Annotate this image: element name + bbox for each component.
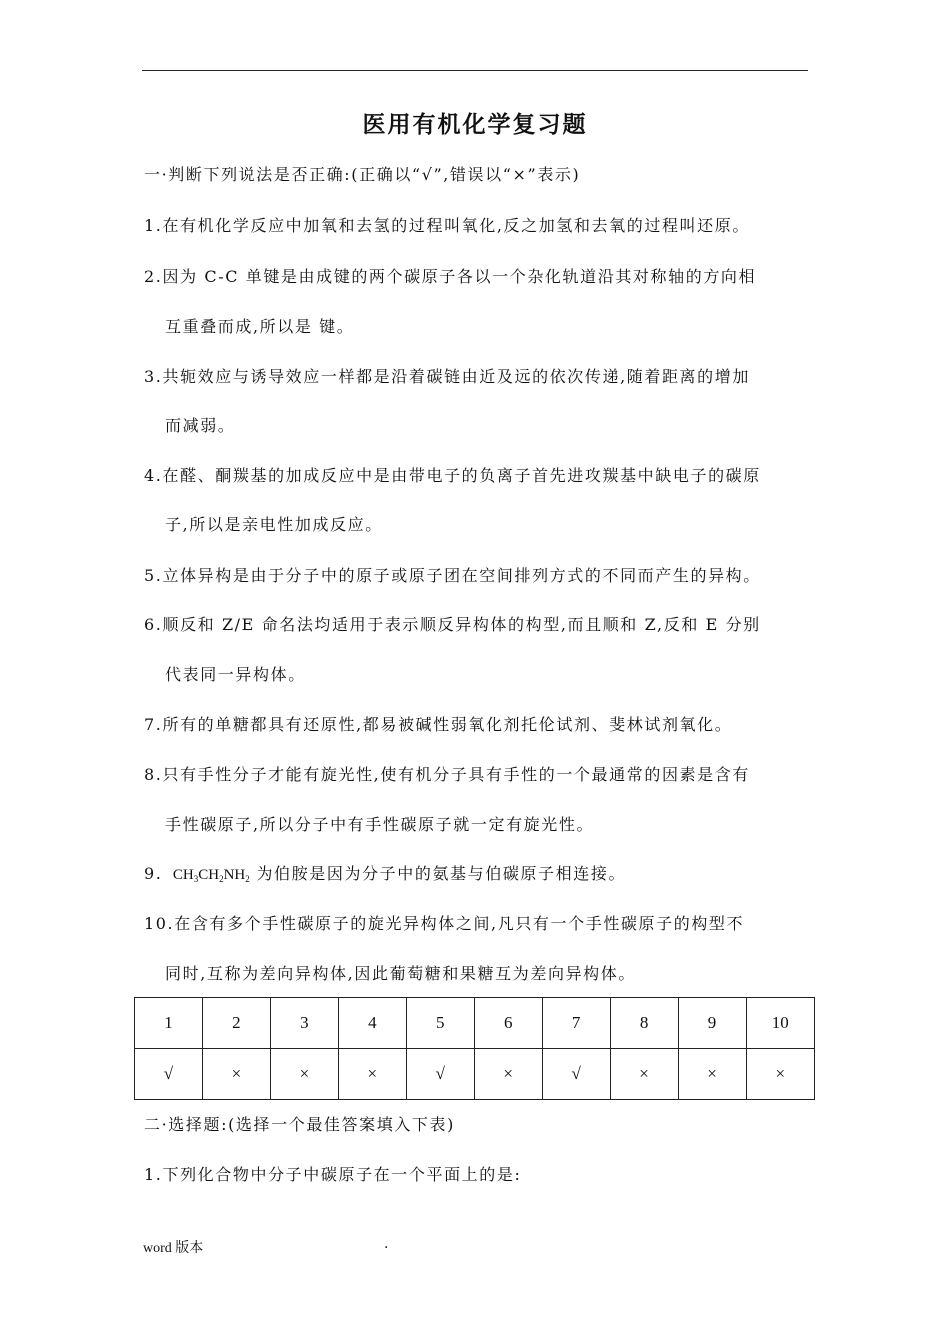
question-9-text: 为伯胺是因为分子中的氨基与伯碳原子相连接。 (256, 864, 627, 883)
answer-number: 4 (338, 998, 406, 1049)
answer-mark: × (474, 1049, 542, 1100)
question-9-number: 9. (144, 864, 163, 883)
formula-sub-3: 3 (193, 874, 199, 884)
question-2-line1: 2.因为 C-C 单键是由成键的两个碳原子各以一个杂化轨道沿其对称轴的方向相 (144, 267, 757, 286)
question-3-line1: 3.共轭效应与诱导效应一样都是沿着碳链由近及远的依次传递,随着距离的增加 (144, 367, 750, 386)
answer-mark: √ (135, 1049, 203, 1100)
answer-table (134, 997, 815, 1100)
question-4-line1: 4.在醛、酮羰基的加成反应中是由带电子的负离子首先进攻羰基中缺电子的碳原 (144, 466, 761, 485)
question-10-line2: 同时,互称为差向异构体,因此葡萄糖和果糖互为差向异构体。 (165, 964, 636, 983)
answer-number: 7 (542, 998, 610, 1049)
section1-heading: 一·判断下列说法是否正确:(正确以“√”,错误以“×”表示) (144, 165, 581, 184)
question-2-line2: 互重叠而成,所以是 键。 (165, 317, 355, 336)
answer-number: 6 (474, 998, 542, 1049)
answer-number: 9 (678, 998, 746, 1049)
question-9 (144, 861, 626, 884)
section2-heading: 二·选择题:(选择一个最佳答案填入下表) (144, 1115, 455, 1134)
answer-table-answer-row (135, 1049, 815, 1100)
question-8-line1: 8.只有手性分子才能有旋光性,使有机分子具有手性的一个最通常的因素是含有 (144, 765, 750, 784)
question-10-line1: 10.在含有多个手性碳原子的旋光异构体之间,凡只有一个手性碳原子的构型不 (144, 914, 745, 933)
formula-ch3: CH (172, 867, 194, 883)
answer-mark: × (202, 1049, 270, 1100)
answer-mark: × (678, 1049, 746, 1100)
question-1: 1.在有机化学反应中加氧和去氢的过程叫氧化,反之加氢和去氧的过程叫还原。 (144, 216, 750, 235)
question-6-line2: 代表同一异构体。 (165, 665, 306, 684)
footer-dot: . (384, 1236, 389, 1252)
formula-ch2: CH (198, 867, 220, 883)
question-4-line2: 子,所以是亲电性加成反应。 (165, 515, 383, 534)
answer-mark: × (610, 1049, 678, 1100)
answer-mark: × (338, 1049, 406, 1100)
formula-sub-2b: 2 (245, 874, 250, 884)
answer-number: 8 (610, 998, 678, 1049)
question-6-line1: 6.顺反和 Z/E 命名法均适用于表示顺反异构体的构型,而且顺和 Z,反和 E 分别 (144, 615, 761, 634)
question-9-formula (169, 867, 250, 883)
page-title: 医用有机化学复习题 (362, 111, 588, 138)
answer-number: 1 (135, 998, 203, 1049)
answer-number: 10 (746, 998, 814, 1049)
answer-number: 5 (406, 998, 474, 1049)
answer-table-number-row (135, 998, 815, 1049)
answer-number: 3 (270, 998, 338, 1049)
answer-number: 2 (202, 998, 270, 1049)
header-rule (142, 70, 808, 71)
footer-version: word 版本 (143, 1241, 204, 1256)
answer-mark: √ (406, 1049, 474, 1100)
answer-mark: × (270, 1049, 338, 1100)
question-7: 7.所有的单糖都具有还原性,都易被碱性弱氧化剂托伦试剂、斐林试剂氧化。 (144, 715, 733, 734)
question-5: 5.立体异构是由于分子中的原子或原子团在空间排列方式的不同而产生的异构。 (144, 566, 761, 585)
question-3-line2: 而减弱。 (165, 416, 236, 435)
section2-question-1: 1.下列化合物中分子中碳原子在一个平面上的是: (144, 1165, 522, 1184)
formula-sub-2: 2 (219, 874, 224, 884)
answer-mark: √ (542, 1049, 610, 1100)
answer-mark: × (746, 1049, 814, 1100)
question-8-line2: 手性碳原子,所以分子中有手性碳原子就一定有旋光性。 (165, 815, 595, 834)
formula-nh2: NH (223, 867, 246, 883)
